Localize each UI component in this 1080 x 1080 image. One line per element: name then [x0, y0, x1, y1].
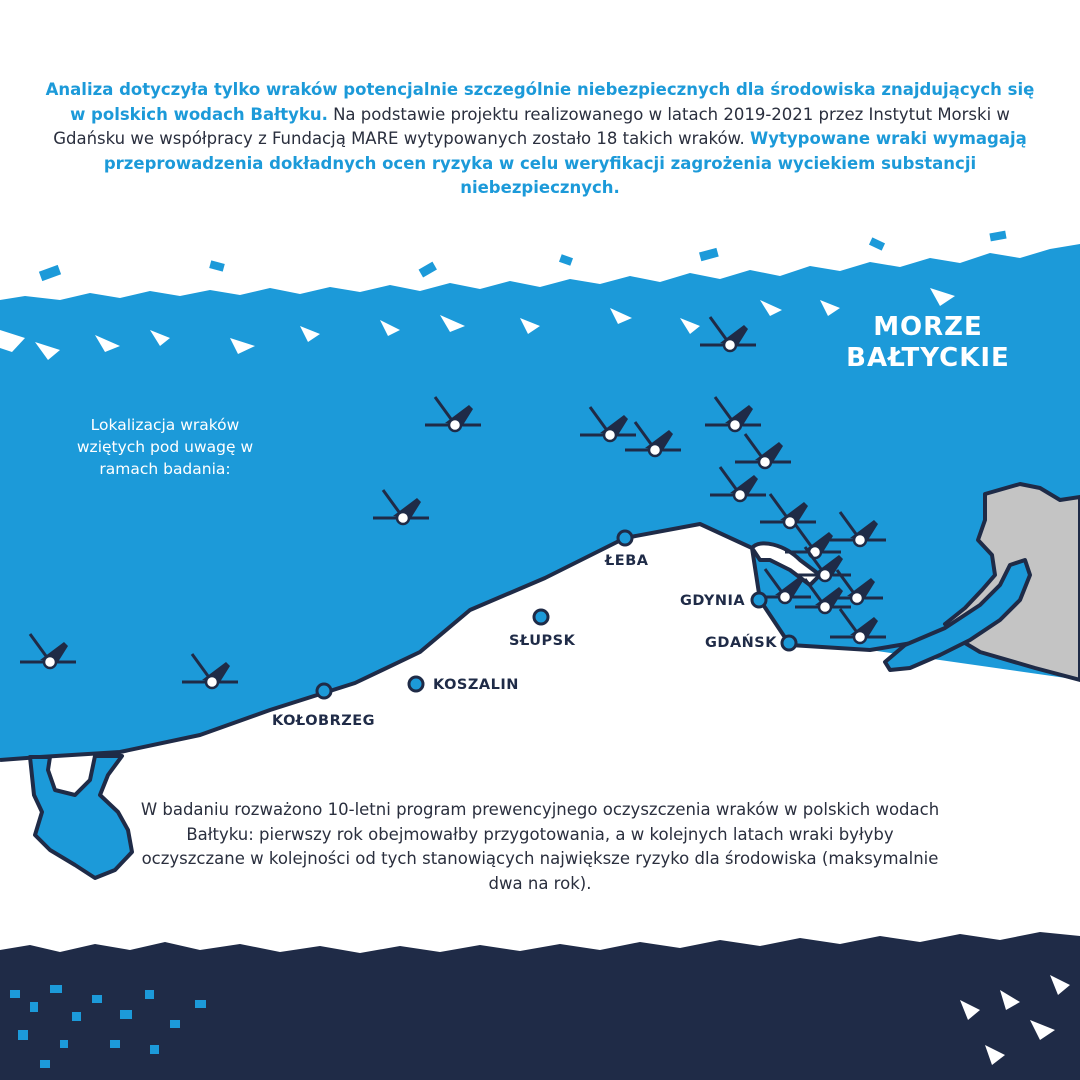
- city-label-gdansk: GDAŃSK: [705, 635, 777, 651]
- intro-body: Na podstawie projektu realizowanego w latach 2019-2021 przez Instytut Morski w Gdańsku we współpracy z Fundacją MARE wytypowanych zostało 18 takich wraków.: [53, 104, 1010, 149]
- city-label-kolobrzeg: KOŁOBRZEG: [272, 713, 376, 729]
- city-marker-slupsk: [534, 610, 548, 624]
- outro-text: W badaniu rozważono 10-letni program prewencyjnego oczyszczenia wraków w polskich wodach Bałtyku: pierwszy rok obejmowałby przygotowania, a w kolejnych latach wraki byłyby oczyszczane w kolejności od tych stanowiących największe ryzyko dla środowiska (maksymalnie dwa na rok).: [140, 800, 940, 893]
- bottom-wave: [0, 932, 1080, 1080]
- intro-highlight-1: Analiza dotyczyła tylko wraków potencjalnie szczególnie niebezpiecznych dla środowiska znajdujących się w polskich wodach Bałtyku.: [45, 80, 1035, 124]
- city-label-slupsk: SŁUPSK: [509, 633, 576, 649]
- city-marker-gdynia: [752, 593, 766, 607]
- city-label-koszalin: KOSZALIN: [433, 677, 519, 693]
- wreck-legend: Lokalizacja wraków wziętych pod uwagę w ramach badania:: [76, 416, 254, 478]
- city-label-leba: ŁEBA: [605, 553, 649, 569]
- city-marker-koszalin: [409, 677, 423, 691]
- szczecin-lagoon: [30, 756, 132, 878]
- city-marker-gdansk: [782, 636, 796, 650]
- sea-label: MORZE BAŁTYCKIE: [846, 312, 1010, 373]
- city-marker-leba: [618, 531, 632, 545]
- intro-highlight-2: Wytypowane wraki wymagają przeprowadzenia dokładnych ocen ryzyka w celu weryfikacji zagrożenia wyciekiem substancji niebezpiecznych.: [103, 129, 1027, 198]
- city-label-gdynia: GDYNIA: [680, 593, 746, 609]
- city-marker-kolobrzeg: [317, 684, 331, 698]
